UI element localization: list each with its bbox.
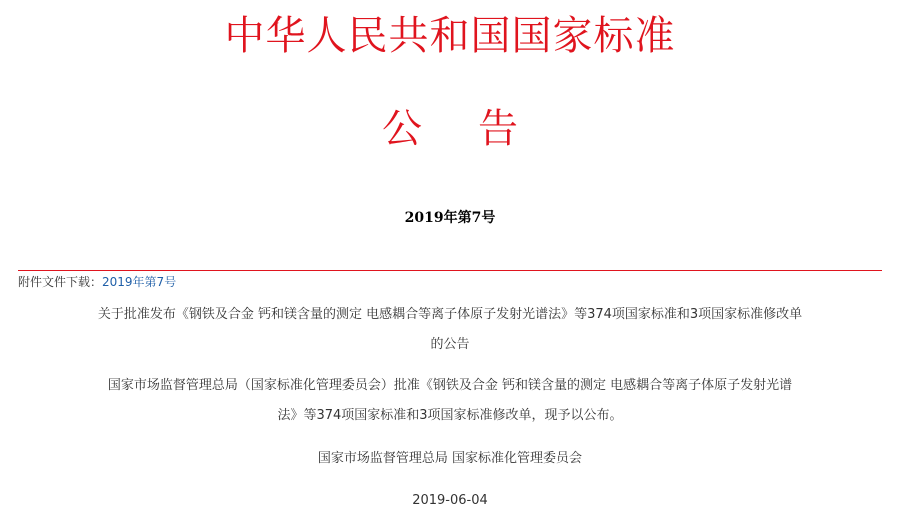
masthead-subtitle-char-2: 告 <box>478 106 518 152</box>
notice-body <box>0 371 900 431</box>
notice-body-line-1: 国家市场监督管理总局（国家标准化管理委员会）批准《钢铁及合金 钙和镁含量的测定 电感耦合等离子体原子发射光谱 <box>107 378 793 393</box>
masthead-subtitle <box>0 102 900 156</box>
notice-issuer: 国家市场监督管理总局 国家标准化管理委员会 <box>317 451 583 466</box>
notice-body-line-2: 法》等374项国家标准和3项国家标准修改单，现予以公布。 <box>277 408 623 423</box>
attachment-label: 附件文件下载： <box>18 275 103 289</box>
attachment-download-link[interactable]: 2019年第7号 <box>102 275 177 289</box>
notice-heading-line-2: 的公告 <box>430 337 470 352</box>
attachment-row <box>18 274 176 290</box>
masthead-subtitle-char-1: 公 <box>382 106 422 152</box>
issue-number: 2019年第7号 <box>404 210 496 226</box>
notice-date: 2019-06-04 <box>412 493 488 508</box>
notice-heading-line-1: 关于批准发布《钢铁及合金 钙和镁含量的测定 电感耦合等离子体原子发射光谱法》等374项国家标准和3项国家标准修改单 <box>97 307 803 322</box>
notice-heading <box>0 300 900 360</box>
header-divider <box>18 270 882 271</box>
masthead-title: 中华人民共和国国家标准 <box>224 13 676 59</box>
